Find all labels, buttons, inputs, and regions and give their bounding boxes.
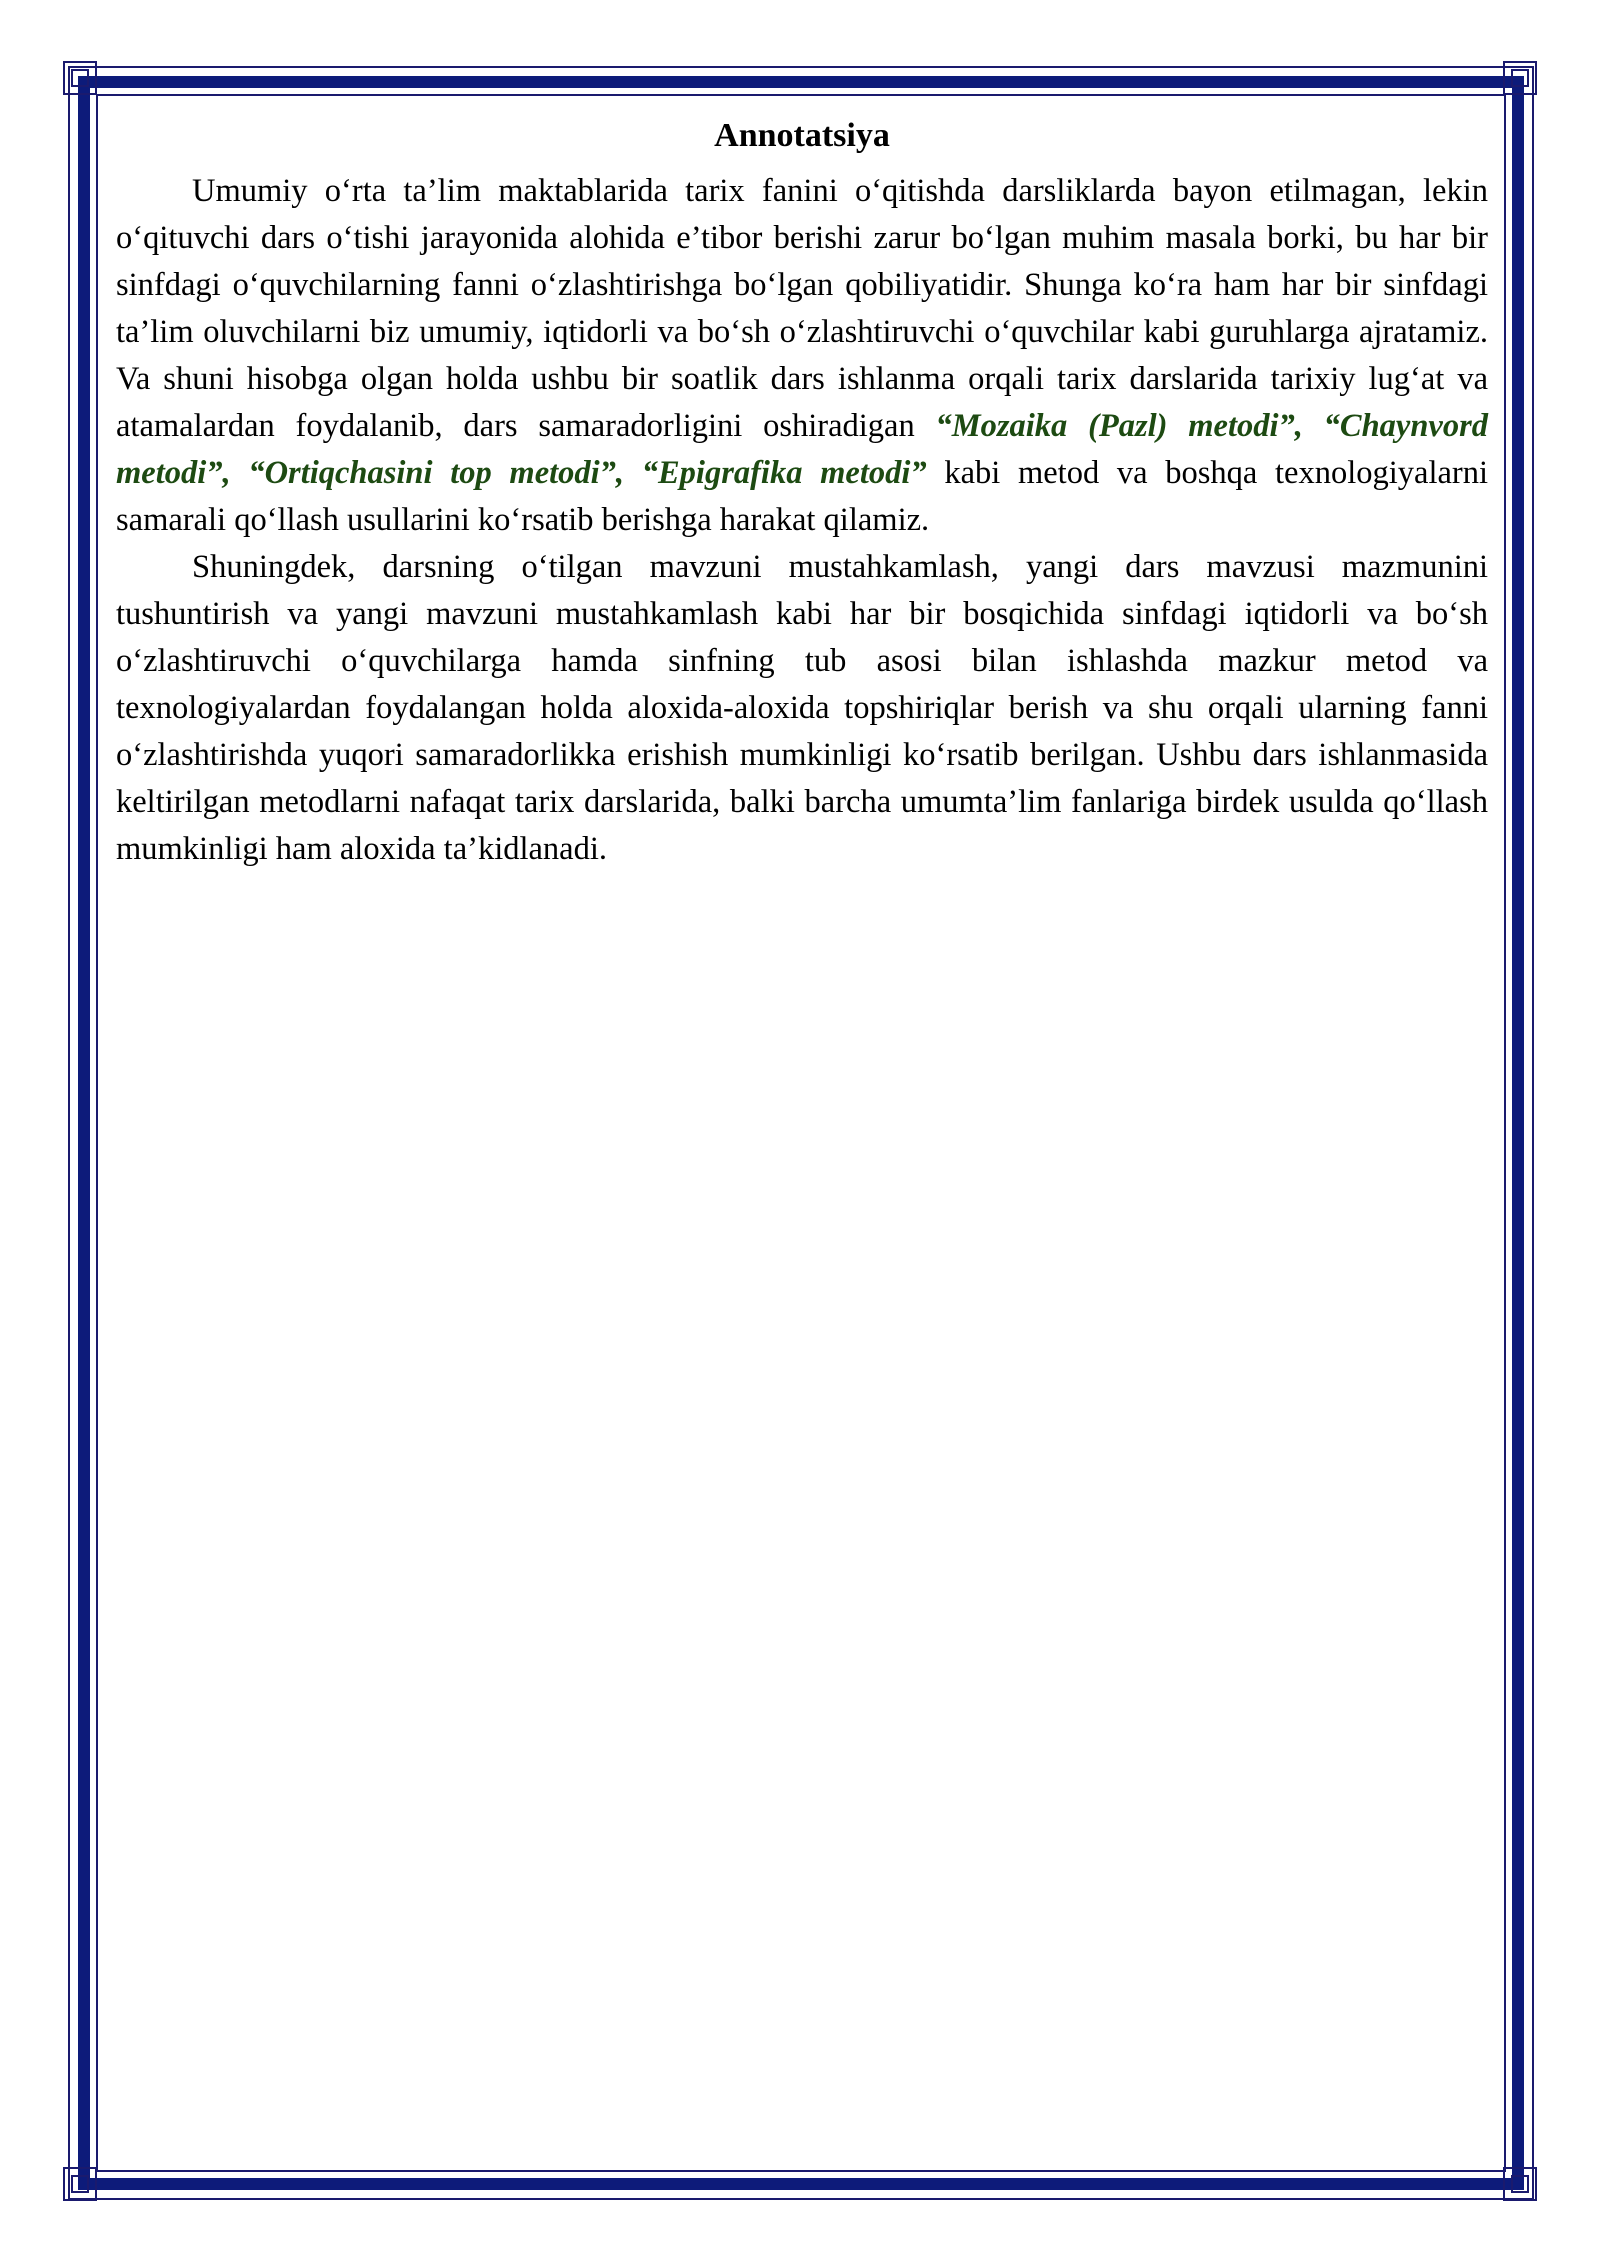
- paragraph-2: Shuningdek, darsning o‘tilgan mavzuni mustahkamlash, yangi dars mavzusi mazmunini tushuntirish va yangi mavzuni mustahkamlash kabi har bir bosqichida sinfdagi iqtidorli va bo‘sh o‘zlashtiruvchi o‘quvchilarga hamda sinfning tub asosi bilan ishlashda mazkur metod va texnologiyalardan foydalangan holda aloxida-aloxida topshiriqlar berish va shu orqali ularning fanni o‘zlashtirishda yuqori samaradorlikka erishish mumkinligi ko‘rsatib berilgan. Ushbu dars ishlanmasida keltirilgan metodlarni nafaqat tarix darslarida, balki barcha umumta’lim fanlariga birdek usulda qo‘llash mumkinligi ham aloxida ta’kidlanadi.: [116, 549, 1488, 867]
- corner-ornament-icon: [62, 60, 98, 96]
- page-title: Annotatsiya: [714, 117, 890, 154]
- paragraph-1: [116, 168, 1488, 544]
- corner-ornament-icon: [62, 2166, 98, 2202]
- corner-ornament-icon: [1502, 60, 1538, 96]
- document-body: [116, 112, 1488, 873]
- corner-ornament-icon: [1502, 2166, 1538, 2202]
- paragraph-1-text-a: Umumiy o‘rta ta’lim maktablarida tarix fanini o‘qitishda darsliklarda bayon etilmagan, lekin o‘qituvchi dars o‘tishi jarayonida alohida e’tibor berishi zarur bo‘lgan muhim masala borki, bu har bir sinfdagi o‘quvchilarning fanni o‘zlashtirishga bo‘lgan qobiliyatidir. Shunga ko‘ra ham har bir sinfdagi ta’lim oluvchilarni biz umumiy, iqtidorli va bo‘sh o‘zlashtiruvchi o‘quvchilar kabi guruhlarga ajratamiz. Va shuni hisobga olgan holda ushbu bir soatlik dars ishlanma orqali tarix darslarida tarixiy lug‘at va atamalardan foydalanib, dars samaradorligini oshiradigan: [116, 173, 1488, 444]
- paragraph-1-text-b: kabi metod va boshqa texnologiyalarni samarali qo‘llash usullarini ko‘rsatib berishga harakat qilamiz.: [116, 455, 1488, 538]
- method-names: “Mozaika (Pazl) metodi”, “Chaynvord metodi”, “Ortiqchasini top metodi”, “Epigrafika metodi”: [116, 408, 1489, 491]
